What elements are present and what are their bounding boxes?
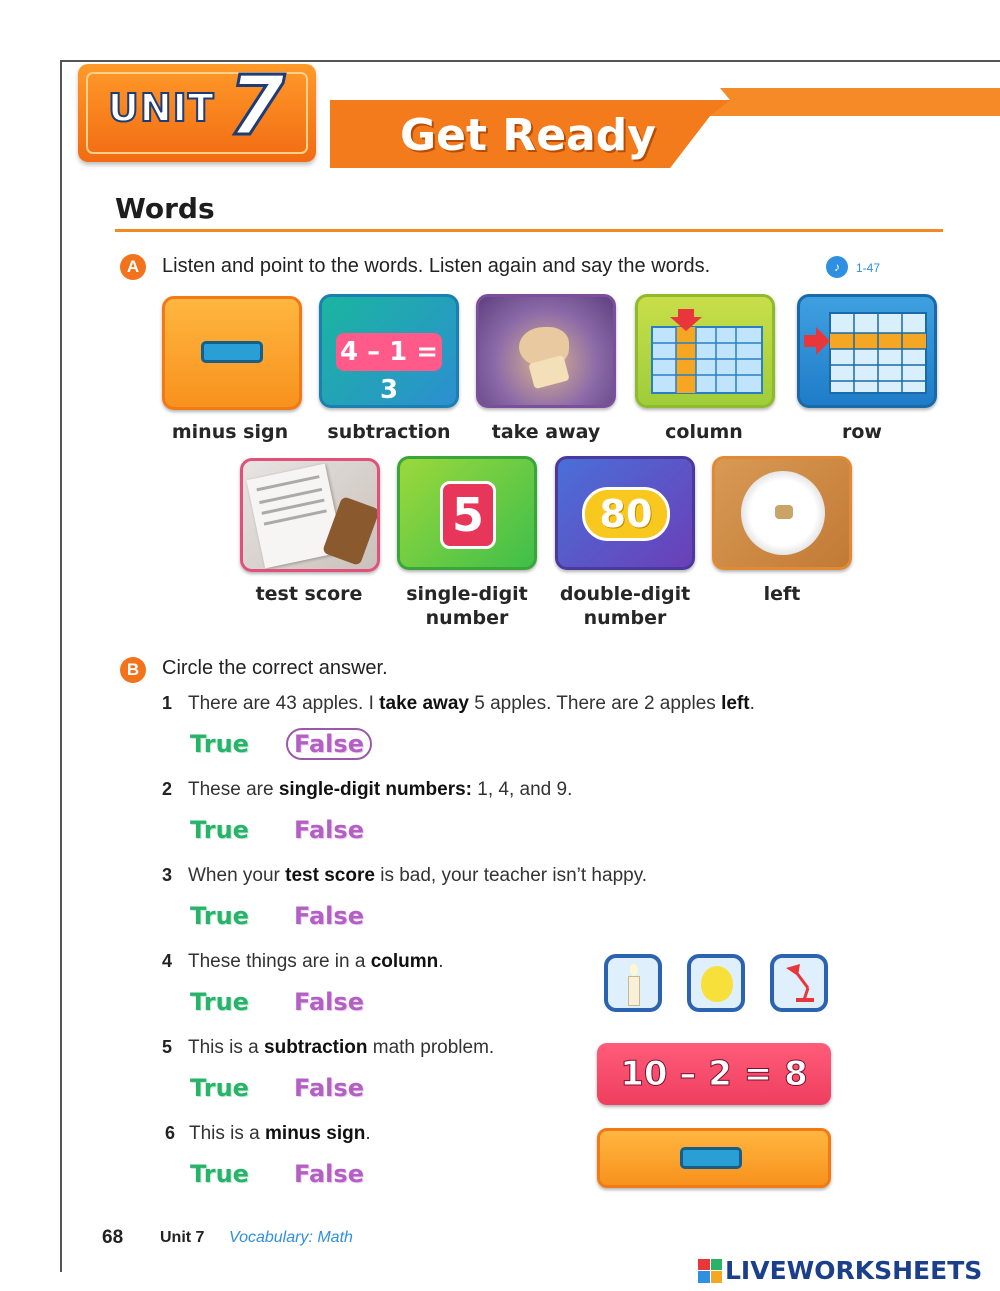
answer-true[interactable]: True [190, 988, 249, 1016]
card-single-digit-number[interactable] [397, 456, 537, 570]
card-label: take away [491, 421, 601, 443]
answer-false[interactable]: False [294, 1074, 364, 1102]
section-b-instruction: Circle the correct answer. [162, 657, 388, 679]
card-column[interactable] [635, 294, 775, 408]
answer-true[interactable]: True [190, 1074, 249, 1102]
unit-word: UNIT [108, 86, 215, 130]
card-test-score[interactable] [240, 458, 380, 572]
page-number: 68 [102, 1227, 124, 1248]
answer-false[interactable]: False [294, 902, 364, 930]
question-number: 1 [162, 693, 173, 713]
card-double-digit-number[interactable] [555, 456, 695, 570]
answer-true[interactable]: True [190, 1160, 249, 1188]
question-number: 3 [162, 865, 173, 885]
card-label: single-digit number [406, 583, 528, 629]
card-subtraction[interactable] [319, 294, 459, 408]
card-label: subtraction [327, 421, 451, 443]
audio-icon[interactable]: ♪ [826, 256, 848, 278]
question-number: 5 [162, 1037, 173, 1057]
liveworksheets-icon [698, 1259, 722, 1283]
card-take-away[interactable] [476, 294, 616, 408]
minus-sign-icon [201, 341, 263, 363]
minus-sign-icon [680, 1147, 742, 1169]
card-row[interactable] [797, 294, 937, 408]
question-text: These are single-digit numbers: 1, 4, and 9. [188, 779, 573, 800]
card-minus-sign[interactable] [162, 296, 302, 410]
balloon-box [687, 954, 745, 1012]
liveworksheets-logo[interactable] [698, 1256, 982, 1285]
section-a-badge: A [120, 254, 146, 280]
audio-track-number: 1-47 [856, 261, 881, 275]
question-text: These things are in a column. [188, 951, 444, 972]
card-label: row [842, 421, 882, 443]
question-number: 4 [162, 951, 173, 971]
lamp-box [770, 954, 828, 1012]
section-a-instruction: Listen and point to the words. Listen again and say the words. [162, 255, 711, 277]
question-number: 2 [162, 779, 173, 799]
desk-lamp-icon [774, 958, 824, 1008]
row-grid-icon [800, 297, 934, 405]
liveworksheets-text: LIVEWORKSHEETS [725, 1256, 983, 1285]
subtraction-equation: 4 – 1 = 3 [336, 333, 442, 371]
single-digit-example: 5 [440, 481, 496, 549]
double-digit-example: 80 [582, 487, 670, 541]
plate-icon [741, 471, 825, 555]
question-text: There are 43 apples. I take away 5 apples. There are 2 apples left. [188, 693, 755, 714]
equation-text: 10 – 2 = 8 [620, 1054, 808, 1094]
question-text: This is a minus sign. [189, 1123, 371, 1144]
answer-false[interactable]: False [294, 816, 364, 844]
balloon-icon [701, 966, 733, 1002]
column-grid-icon [638, 297, 772, 405]
card-label: column [665, 421, 743, 443]
card-left[interactable] [712, 456, 852, 570]
card-label: minus sign [171, 421, 289, 443]
minus-sign-card [597, 1128, 831, 1188]
section-b-badge: B [120, 657, 146, 683]
answer-false-circled[interactable]: False [286, 728, 372, 760]
answer-true[interactable]: True [190, 816, 249, 844]
candle-icon [628, 976, 640, 1006]
question-text: This is a subtraction math problem. [188, 1037, 495, 1058]
answer-false[interactable]: False [294, 1160, 364, 1188]
unit-number: 7 [228, 59, 286, 154]
card-label: left [763, 583, 801, 605]
answer-true[interactable]: True [190, 902, 249, 930]
flame-icon [630, 964, 638, 976]
page-title: Get Ready [400, 110, 656, 161]
question-text: When your test score is bad, your teacher isn’t happy. [188, 865, 648, 886]
card-label: double-digit number [559, 583, 691, 629]
answer-false[interactable]: False [294, 988, 364, 1016]
section-divider [115, 229, 943, 232]
card-label: test score [255, 583, 363, 605]
cookie-icon [775, 505, 793, 519]
section-title-words: Words [115, 192, 215, 225]
candle-box [604, 954, 662, 1012]
footer-unit: Unit 7 [160, 1229, 205, 1246]
footer-subtitle: Vocabulary: Math [229, 1229, 353, 1246]
answer-true[interactable]: True [190, 730, 249, 758]
equation-card [597, 1043, 831, 1105]
question-number: 6 [165, 1123, 176, 1143]
